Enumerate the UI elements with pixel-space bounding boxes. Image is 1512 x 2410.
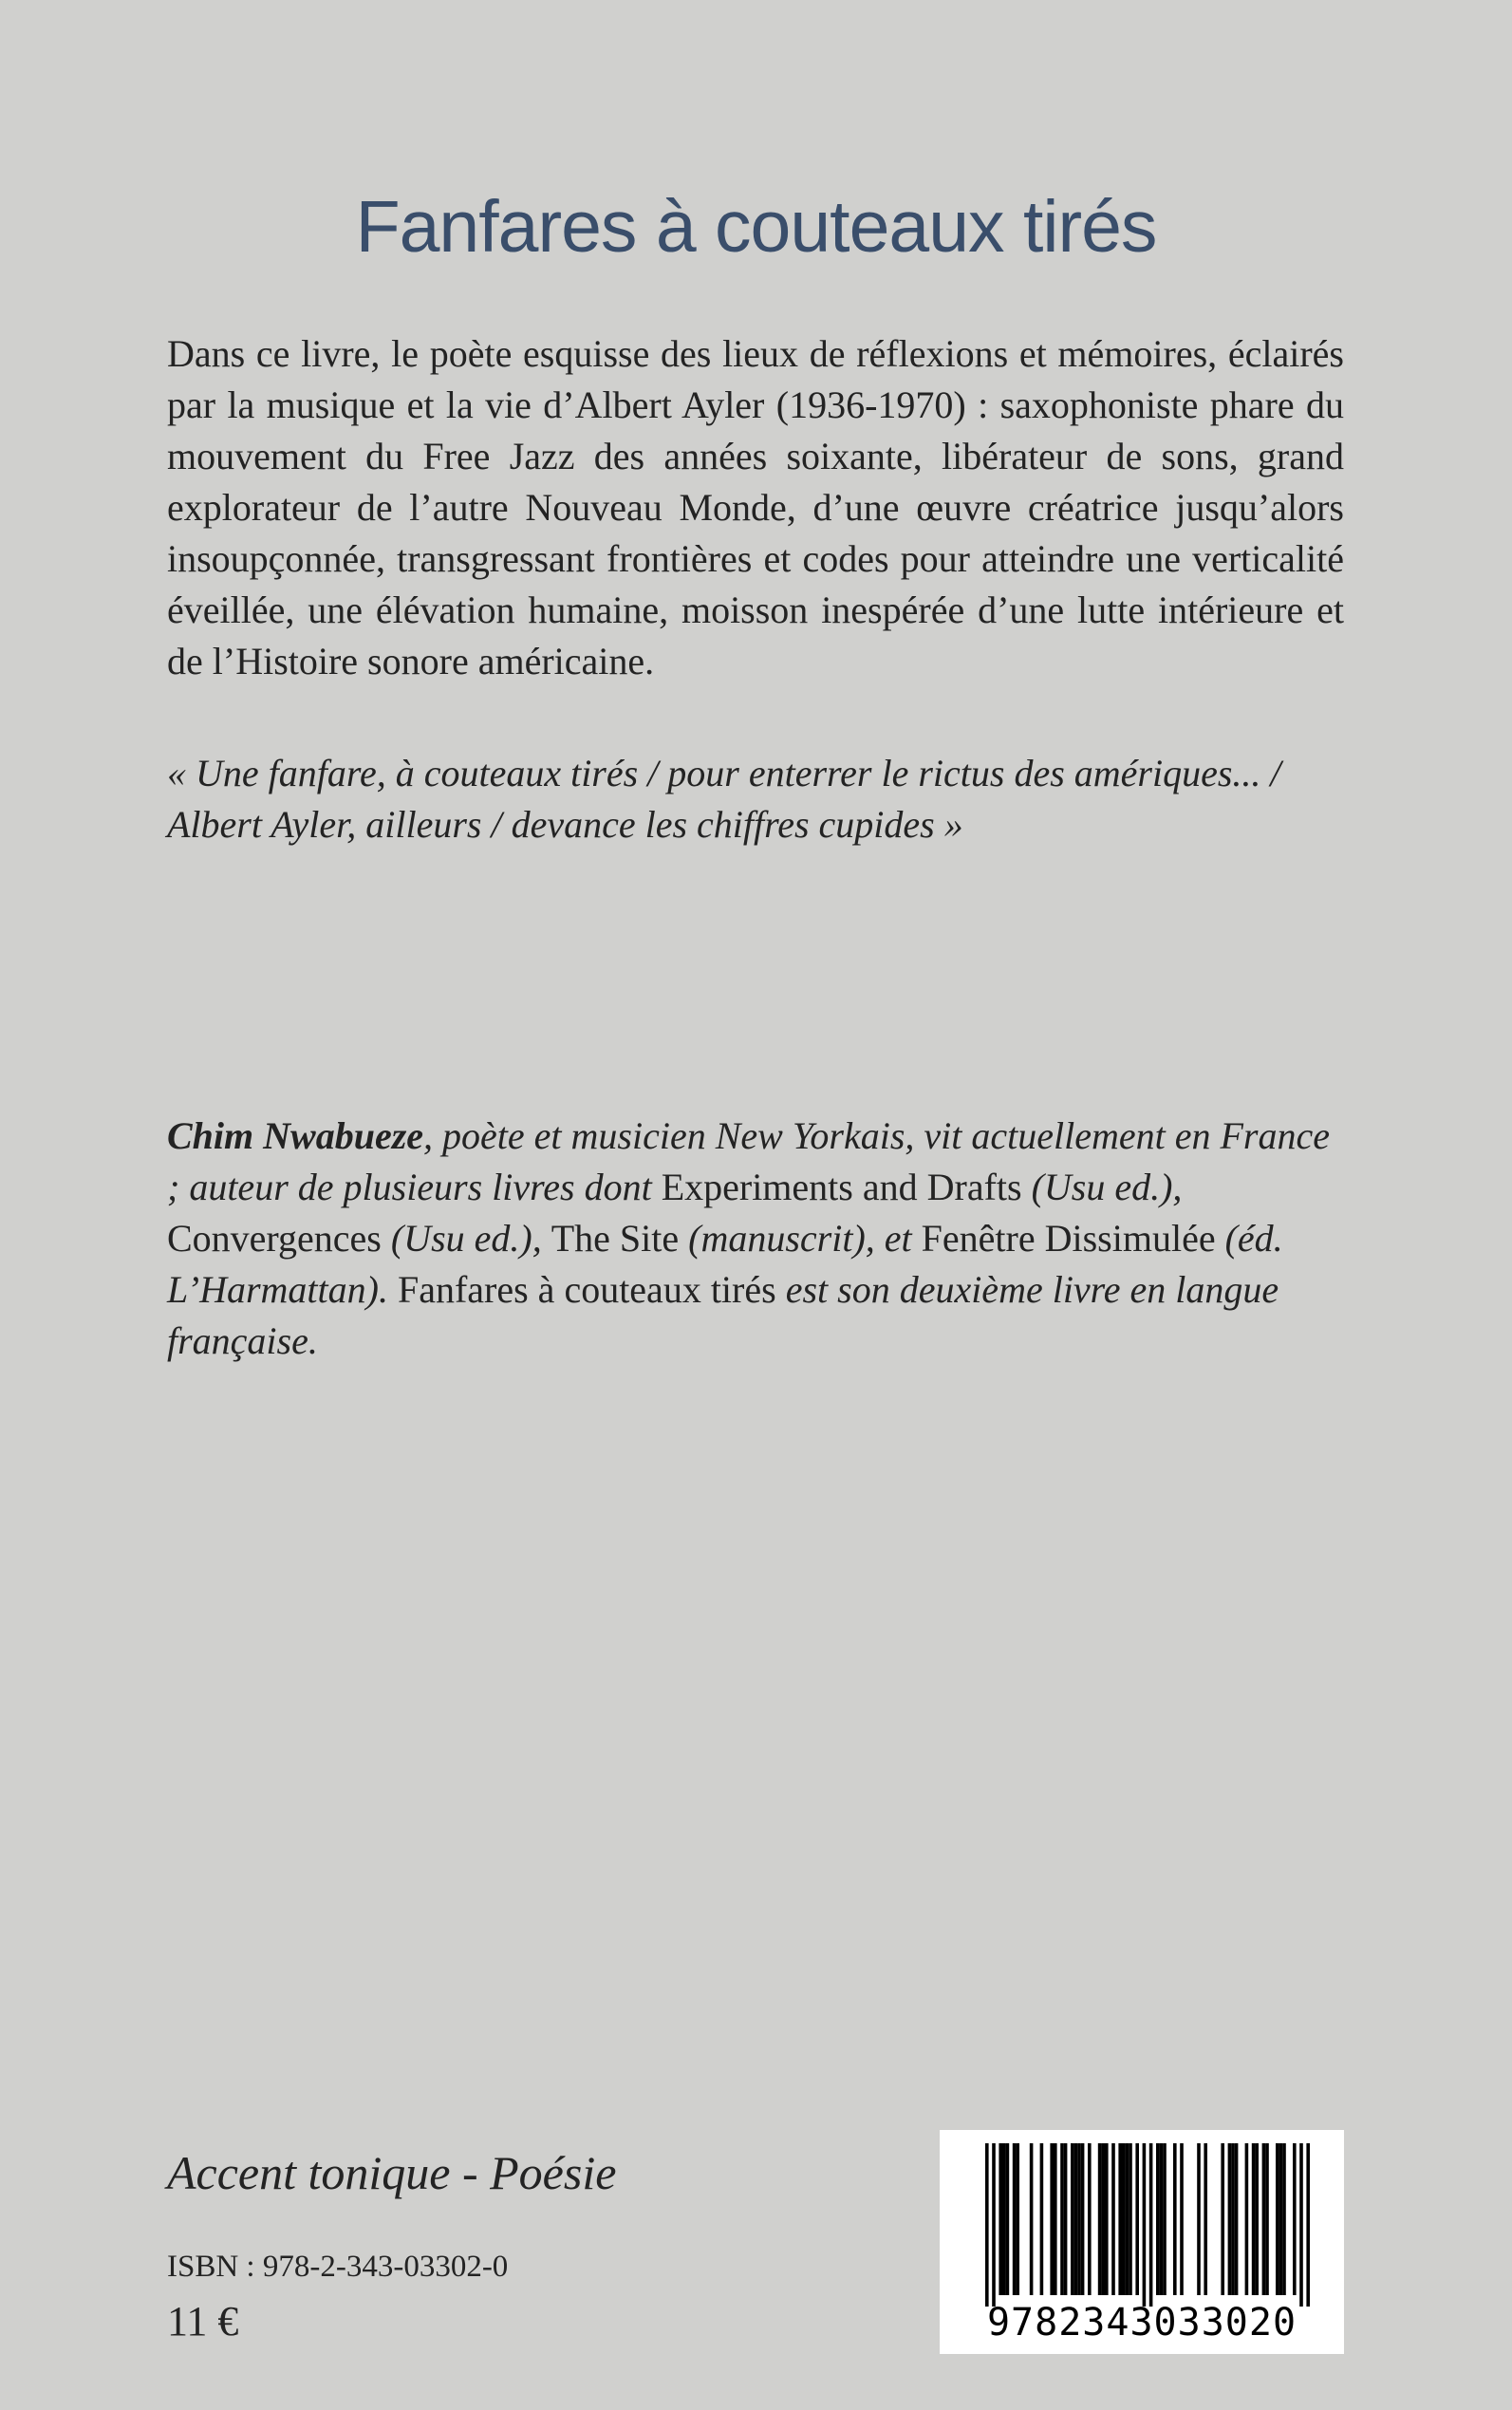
barcode-bar <box>1074 2143 1078 2295</box>
barcode-bar <box>1081 2143 1085 2295</box>
barcode-bar <box>1265 2143 1269 2295</box>
barcode-bar <box>1255 2143 1259 2295</box>
barcode-bar <box>1060 2143 1064 2295</box>
barcode-bar <box>1101 2143 1105 2295</box>
barcode-bar <box>1149 2143 1153 2307</box>
barcode-bar <box>1262 2143 1266 2295</box>
barcode-bar <box>1231 2143 1235 2295</box>
bio-text: , poète et musicien New Yorkais, vit actuellement en France ; auteur de plusieurs livres dont <box>167 1114 1331 1208</box>
barcode-bar <box>985 2143 989 2307</box>
author-bio <box>167 1111 1344 1367</box>
bio-text: (manuscrit), et <box>679 1217 922 1260</box>
barcode-bar <box>1030 2143 1034 2295</box>
barcode-bar <box>1129 2143 1132 2295</box>
barcode-bar <box>1306 2143 1310 2307</box>
book-reference: Fenêtre Dissimulée <box>921 1217 1216 1260</box>
barcode-bar <box>1163 2143 1167 2295</box>
bio-text: est son deuxième livre en langue française. <box>167 1268 1279 1362</box>
barcode-bar <box>1105 2143 1109 2295</box>
barcode-bar <box>1197 2143 1201 2295</box>
barcode-bar <box>1160 2143 1164 2295</box>
barcode-bar <box>1054 2143 1057 2295</box>
barcode-bar <box>1064 2143 1068 2295</box>
barcode-bar <box>1013 2143 1017 2295</box>
barcode-bar <box>1122 2143 1126 2295</box>
barcode-bar <box>1156 2143 1160 2295</box>
barcode-bar <box>1118 2143 1122 2295</box>
barcode-bar <box>1126 2143 1129 2295</box>
barcode <box>940 2130 1344 2354</box>
barcode-bar <box>1282 2143 1286 2295</box>
barcode-bar <box>1299 2143 1303 2307</box>
barcode-bar <box>1180 2143 1184 2295</box>
barcode-bar <box>1221 2143 1224 2295</box>
barcode-bar <box>1135 2143 1139 2295</box>
price-label: 11 € <box>167 2298 239 2345</box>
barcode-bar <box>1098 2143 1102 2295</box>
barcode-bar <box>1016 2143 1019 2295</box>
book-quote: « Une fanfare, à couteaux tirés / pour enterrer le rictus des amériques... / Albert Ayler, ailleurs / devance les chiffres cupides » <box>167 752 1281 846</box>
book-reference: Experiments and Drafts <box>661 1166 1022 1208</box>
barcode-bar <box>999 2143 1002 2295</box>
barcode-bar <box>1173 2143 1177 2295</box>
barcode-bar <box>1235 2143 1239 2295</box>
bio-text: (Usu ed.), <box>381 1217 551 1260</box>
book-reference: Convergences <box>167 1217 382 1260</box>
barcode-bar <box>1071 2143 1074 2295</box>
book-description: Dans ce livre, le poète esquisse des lieux de réflexions et mémoires, éclairés par la musique et la vie d’Albert Ayler (1936-1970) : saxophoniste phare du mouvement du Free Jazz des années soixante, libérateur de sons, grand explorateur de l’autre Nouveau Monde, d’une œuvre créatrice jusqu’alors insoupçonnée, transgressant frontières et codes pour atteindre une verticalité éveillée, une élévation humaine, moisson inespérée d’une lutte intérieure et de l’Histoire sonore américaine. <box>167 332 1344 682</box>
barcode-bar <box>1276 2143 1279 2295</box>
barcode-bar <box>992 2143 996 2307</box>
barcode-bar <box>1293 2143 1297 2295</box>
barcode-bar <box>1111 2143 1115 2295</box>
bio-text: (éd. L’Harmattan). <box>167 1217 1283 1311</box>
barcode-bar <box>1088 2143 1092 2295</box>
book-title: Fanfares à couteaux tirés <box>355 186 1157 268</box>
barcode-number: 9782343033020 <box>986 2301 1297 2345</box>
barcode-bar <box>1006 2143 1010 2295</box>
barcode-bar <box>1050 2143 1054 2295</box>
barcode-bar <box>1228 2143 1232 2295</box>
barcode-bar <box>1040 2143 1044 2295</box>
book-reference: The Site <box>551 1217 680 1260</box>
barcode-bar <box>1143 2143 1147 2307</box>
author-name: Chim Nwabueze <box>167 1114 424 1157</box>
bio-text: (Usu ed.), <box>1021 1166 1183 1208</box>
barcode-bar <box>1279 2143 1283 2295</box>
barcode-bar <box>1204 2143 1207 2295</box>
book-reference: Fanfares à couteaux tirés <box>397 1268 776 1311</box>
collection-name: Accent tonique - Poésie <box>167 2146 617 2199</box>
barcode-bar <box>1077 2143 1081 2295</box>
isbn-label: ISBN : 978-2-343-03302-0 <box>167 2250 509 2284</box>
barcode-bar <box>1245 2143 1249 2295</box>
barcode-bar <box>1252 2143 1256 2295</box>
barcode-bar <box>1002 2143 1006 2295</box>
